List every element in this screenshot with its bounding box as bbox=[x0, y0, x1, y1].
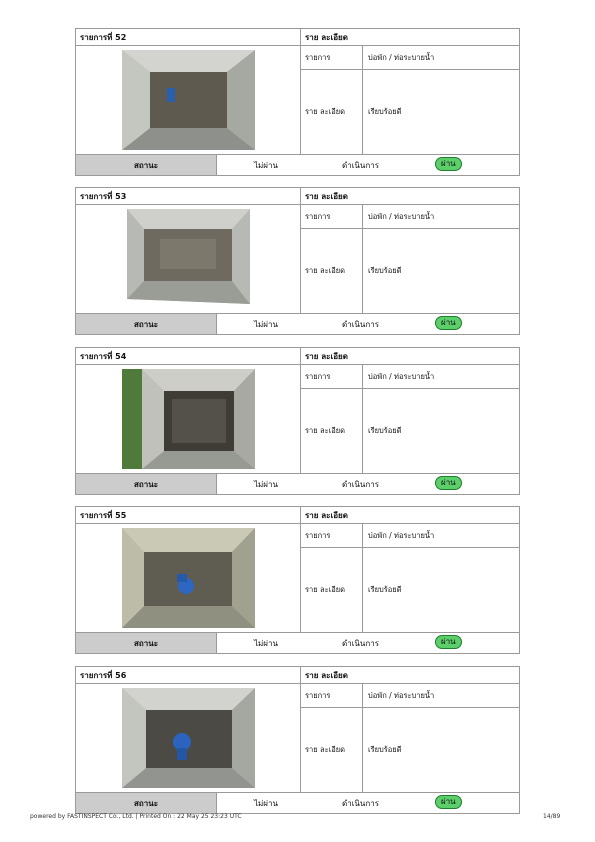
detail-label: ราย ละเอียด bbox=[301, 229, 363, 314]
item-label: รายการ bbox=[301, 684, 363, 708]
drain-photo bbox=[122, 369, 255, 469]
inspection-record bbox=[75, 28, 519, 176]
record-title: รายการที่ 56 bbox=[76, 667, 301, 684]
item-value: บ่อพัก / ท่อระบายน้ำ bbox=[363, 205, 520, 229]
detail-label: ราย ละเอียด bbox=[301, 708, 363, 793]
item-value: บ่อพัก / ท่อระบายน้ำ bbox=[363, 365, 520, 389]
item-label: รายการ bbox=[301, 365, 363, 389]
inspection-record bbox=[75, 666, 519, 814]
record-title: รายการที่ 54 bbox=[76, 348, 301, 365]
photo-cell bbox=[76, 365, 301, 474]
item-value: บ่อพัก / ท่อระบายน้ำ bbox=[363, 46, 520, 70]
inspection-record bbox=[75, 347, 519, 495]
drain-photo bbox=[122, 688, 255, 788]
item-value: บ่อพัก / ท่อระบายน้ำ bbox=[363, 524, 520, 548]
status-options bbox=[217, 793, 520, 814]
photo-cell bbox=[76, 684, 301, 793]
status-in-progress-option[interactable]: ดำเนินการ bbox=[342, 161, 379, 170]
detail-header: ราย ละเอียด bbox=[301, 188, 520, 205]
status-fail-option[interactable]: ไม่ผ่าน bbox=[254, 320, 278, 329]
detail-label: ราย ละเอียด bbox=[301, 389, 363, 474]
detail-value: เรียบร้อยดี bbox=[363, 229, 520, 314]
status-options bbox=[217, 155, 520, 176]
photo-cell bbox=[76, 205, 301, 314]
footer-page-number: 14/89 bbox=[543, 813, 561, 820]
record-title: รายการที่ 53 bbox=[76, 188, 301, 205]
status-label: สถานะ bbox=[76, 793, 217, 814]
footer-printed-info: powered by FASTINSPECT Co., Ltd. | Printed On : 22 May 25 23:23 UTC bbox=[30, 813, 242, 820]
status-pass-badge[interactable]: ผ่าน bbox=[435, 795, 462, 809]
status-label: สถานะ bbox=[76, 474, 217, 495]
status-fail-option[interactable]: ไม่ผ่าน bbox=[254, 161, 278, 170]
inspection-record bbox=[75, 187, 519, 335]
status-pass-badge[interactable]: ผ่าน bbox=[435, 476, 462, 490]
status-label: สถานะ bbox=[76, 155, 217, 176]
status-label: สถานะ bbox=[76, 633, 217, 654]
detail-value: เรียบร้อยดี bbox=[363, 708, 520, 793]
inspection-record bbox=[75, 506, 519, 654]
item-label: รายการ bbox=[301, 205, 363, 229]
status-fail-option[interactable]: ไม่ผ่าน bbox=[254, 480, 278, 489]
photo-cell bbox=[76, 524, 301, 633]
detail-value: เรียบร้อยดี bbox=[363, 389, 520, 474]
drain-photo bbox=[122, 50, 255, 150]
status-options bbox=[217, 314, 520, 335]
item-label: รายการ bbox=[301, 46, 363, 70]
drain-photo bbox=[122, 209, 255, 309]
detail-label: ราย ละเอียด bbox=[301, 70, 363, 155]
detail-value: เรียบร้อยดี bbox=[363, 548, 520, 633]
status-pass-badge[interactable]: ผ่าน bbox=[435, 635, 462, 649]
detail-header: ราย ละเอียด bbox=[301, 348, 520, 365]
status-fail-option[interactable]: ไม่ผ่าน bbox=[254, 799, 278, 808]
item-label: รายการ bbox=[301, 524, 363, 548]
status-options bbox=[217, 474, 520, 495]
status-options bbox=[217, 633, 520, 654]
status-in-progress-option[interactable]: ดำเนินการ bbox=[342, 480, 379, 489]
status-pass-badge[interactable]: ผ่าน bbox=[435, 157, 462, 171]
item-value: บ่อพัก / ท่อระบายน้ำ bbox=[363, 684, 520, 708]
status-fail-option[interactable]: ไม่ผ่าน bbox=[254, 639, 278, 648]
status-pass-badge[interactable]: ผ่าน bbox=[435, 316, 462, 330]
detail-header: ราย ละเอียด bbox=[301, 29, 520, 46]
record-title: รายการที่ 55 bbox=[76, 507, 301, 524]
detail-label: ราย ละเอียด bbox=[301, 548, 363, 633]
status-in-progress-option[interactable]: ดำเนินการ bbox=[342, 799, 379, 808]
status-in-progress-option[interactable]: ดำเนินการ bbox=[342, 639, 379, 648]
drain-photo bbox=[122, 528, 255, 628]
status-in-progress-option[interactable]: ดำเนินการ bbox=[342, 320, 379, 329]
detail-header: ราย ละเอียด bbox=[301, 667, 520, 684]
detail-value: เรียบร้อยดี bbox=[363, 70, 520, 155]
detail-header: ราย ละเอียด bbox=[301, 507, 520, 524]
record-title: รายการที่ 52 bbox=[76, 29, 301, 46]
status-label: สถานะ bbox=[76, 314, 217, 335]
photo-cell bbox=[76, 46, 301, 155]
